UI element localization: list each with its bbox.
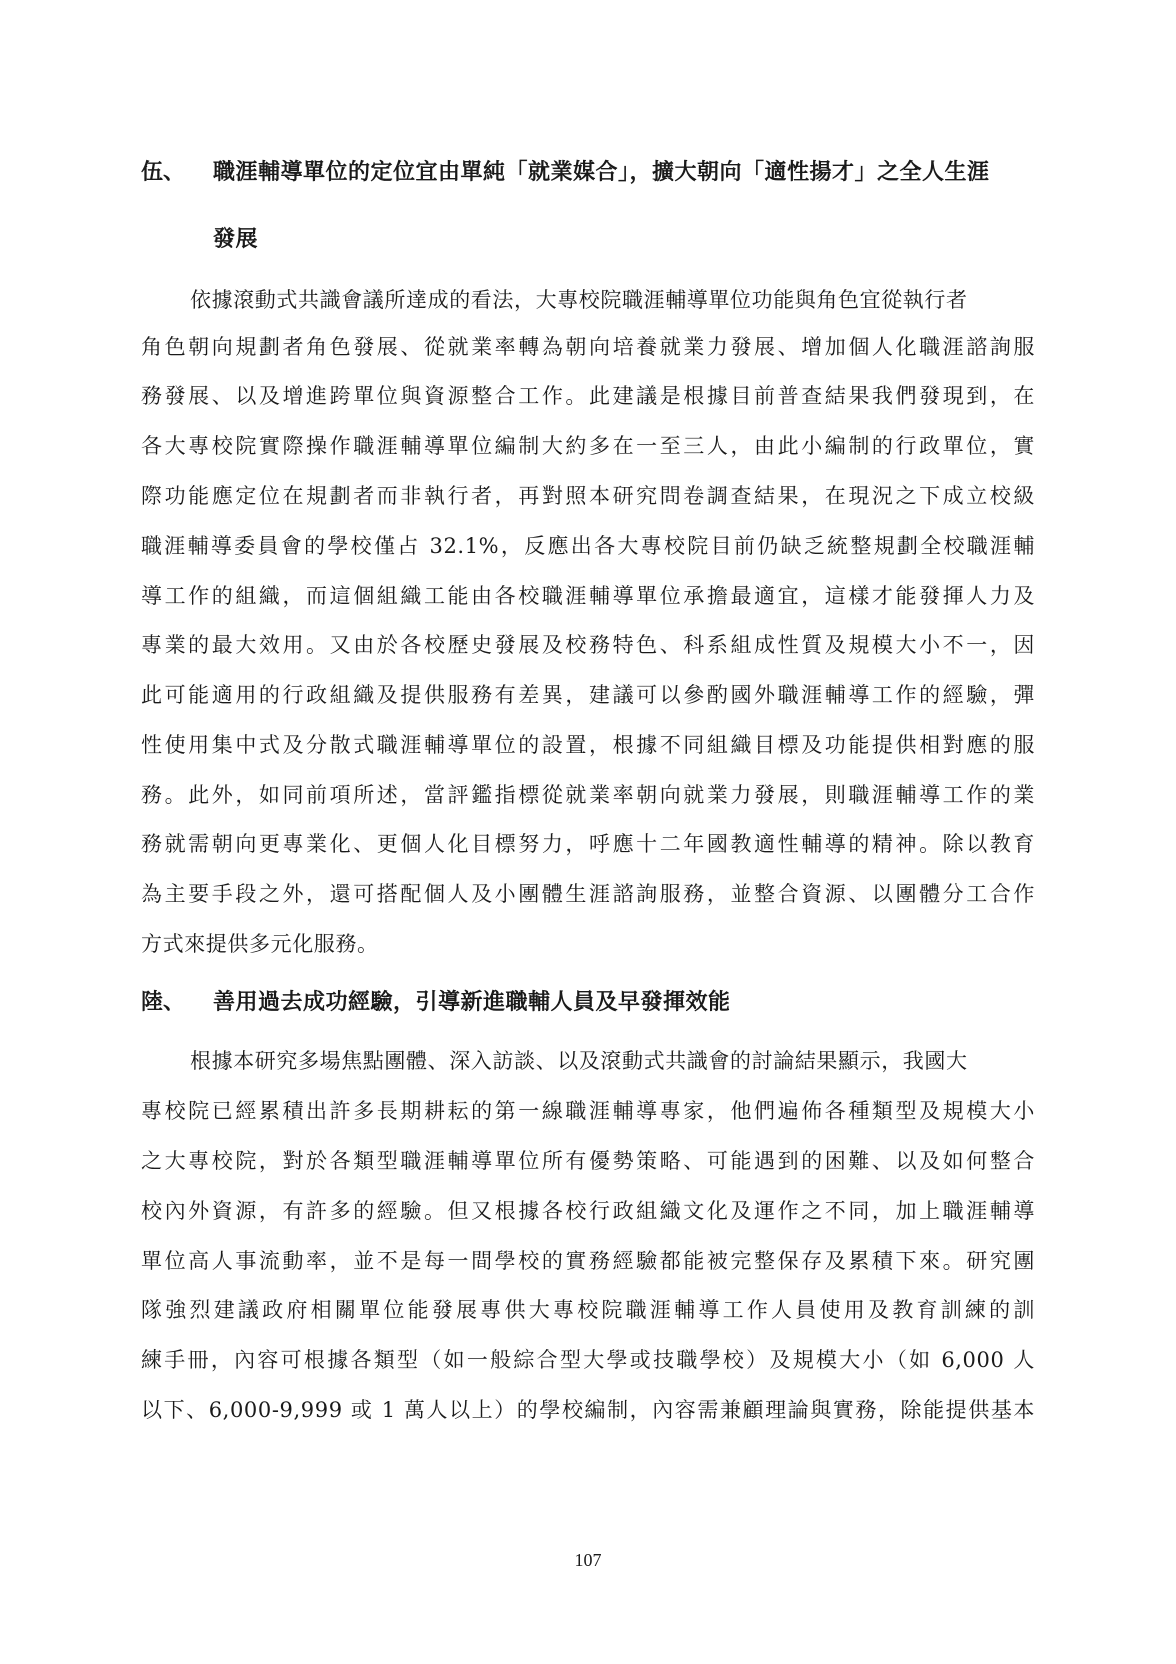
section-title: 善用過去成功經驗，引導新進職輔人員及早發揮效能 — [213, 989, 731, 1015]
section-number: 伍、 — [141, 159, 186, 185]
paragraph-line: 依據滾動式共識會議所達成的看法，大專校院職涯輔導單位功能與角色宜從執行者 — [190, 288, 968, 312]
paragraph-line: 練手冊，內容可根據各類型（如一般綜合型大學或技職學校）及規模大小（如 6,000 人 — [141, 1348, 1035, 1372]
paragraph-line: 單位高人事流動率，並不是每一間學校的實務經驗都能被完整保存及累積下來。研究團 — [141, 1249, 1035, 1273]
section-title-continued: 發展 — [213, 226, 259, 252]
paragraph-line: 隊強烈建議政府相關單位能發展專供大專校院職涯輔導工作人員使用及教育訓練的訓 — [141, 1298, 1035, 1322]
paragraph-line: 以下、6,000-9,999 或 1 萬人以上）的學校編制，內容需兼顧理論與實務，除能提供基本 — [141, 1398, 1035, 1422]
paragraph-line: 方式來提供多元化服務。 — [141, 932, 379, 956]
paragraph-line: 導工作的組織，而這個組織工能由各校職涯輔導單位承擔最適宜，這樣才能發揮人力及 — [141, 584, 1035, 608]
paragraph-line: 務發展、以及增進跨單位與資源整合工作。此建議是根據目前普查結果我們發現到，在 — [141, 384, 1035, 408]
paragraph-line: 之大專校院，對於各類型職涯輔導單位所有優勢策略、可能遇到的困難、以及如何整合 — [141, 1149, 1035, 1173]
paragraph-line: 專業的最大效用。又由於各校歷史發展及校務特色、科系組成性質及規模大小不一，因 — [141, 633, 1035, 657]
paragraph-line: 此可能適用的行政組織及提供服務有差異，建議可以參酌國外職涯輔導工作的經驗，彈 — [141, 683, 1035, 707]
section-title: 職涯輔導單位的定位宜由單純「就業媒合」，擴大朝向「適性揚才」之全人生涯 — [213, 159, 990, 185]
paragraph-line: 為主要手段之外，還可搭配個人及小團體生涯諮詢服務，並整合資源、以團體分工合作 — [141, 882, 1035, 906]
paragraph-line: 務。此外，如同前項所述，當評鑑指標從就業率朝向就業力發展，則職涯輔導工作的業 — [141, 783, 1035, 807]
paragraph-line: 務就需朝向更專業化、更個人化目標努力，呼應十二年國教適性輔導的精神。除以教育 — [141, 832, 1035, 856]
page-number: 107 — [574, 1550, 602, 1570]
paragraph-line: 各大專校院實際操作職涯輔導單位編制大約多在一至三人，由此小編制的行政單位，實 — [141, 434, 1035, 458]
paragraph-line: 職涯輔導委員會的學校僅占 32.1%，反應出各大專校院目前仍缺乏統整規劃全校職涯輔 — [141, 534, 1035, 558]
paragraph-line: 校內外資源，有許多的經驗。但又根據各校行政組織文化及運作之不同，加上職涯輔導 — [141, 1199, 1035, 1223]
paragraph-line: 性使用集中式及分散式職涯輔導單位的設置，根據不同組織目標及功能提供相對應的服 — [141, 733, 1035, 757]
paragraph-line: 角色朝向規劃者角色發展、從就業率轉為朝向培養就業力發展、增加個人化職涯諮詢服 — [141, 335, 1035, 359]
section-number: 陸、 — [141, 989, 186, 1015]
paragraph-line: 際功能應定位在規劃者而非執行者，再對照本研究問卷調查結果，在現況之下成立校級 — [141, 484, 1035, 508]
paragraph-line: 根據本研究多場焦點團體、深入訪談、以及滾動式共識會的討論結果顯示，我國大 — [190, 1049, 968, 1073]
paragraph-line: 專校院已經累積出許多長期耕耘的第一線職涯輔導專家，他們遍佈各種類型及規模大小 — [141, 1099, 1035, 1123]
